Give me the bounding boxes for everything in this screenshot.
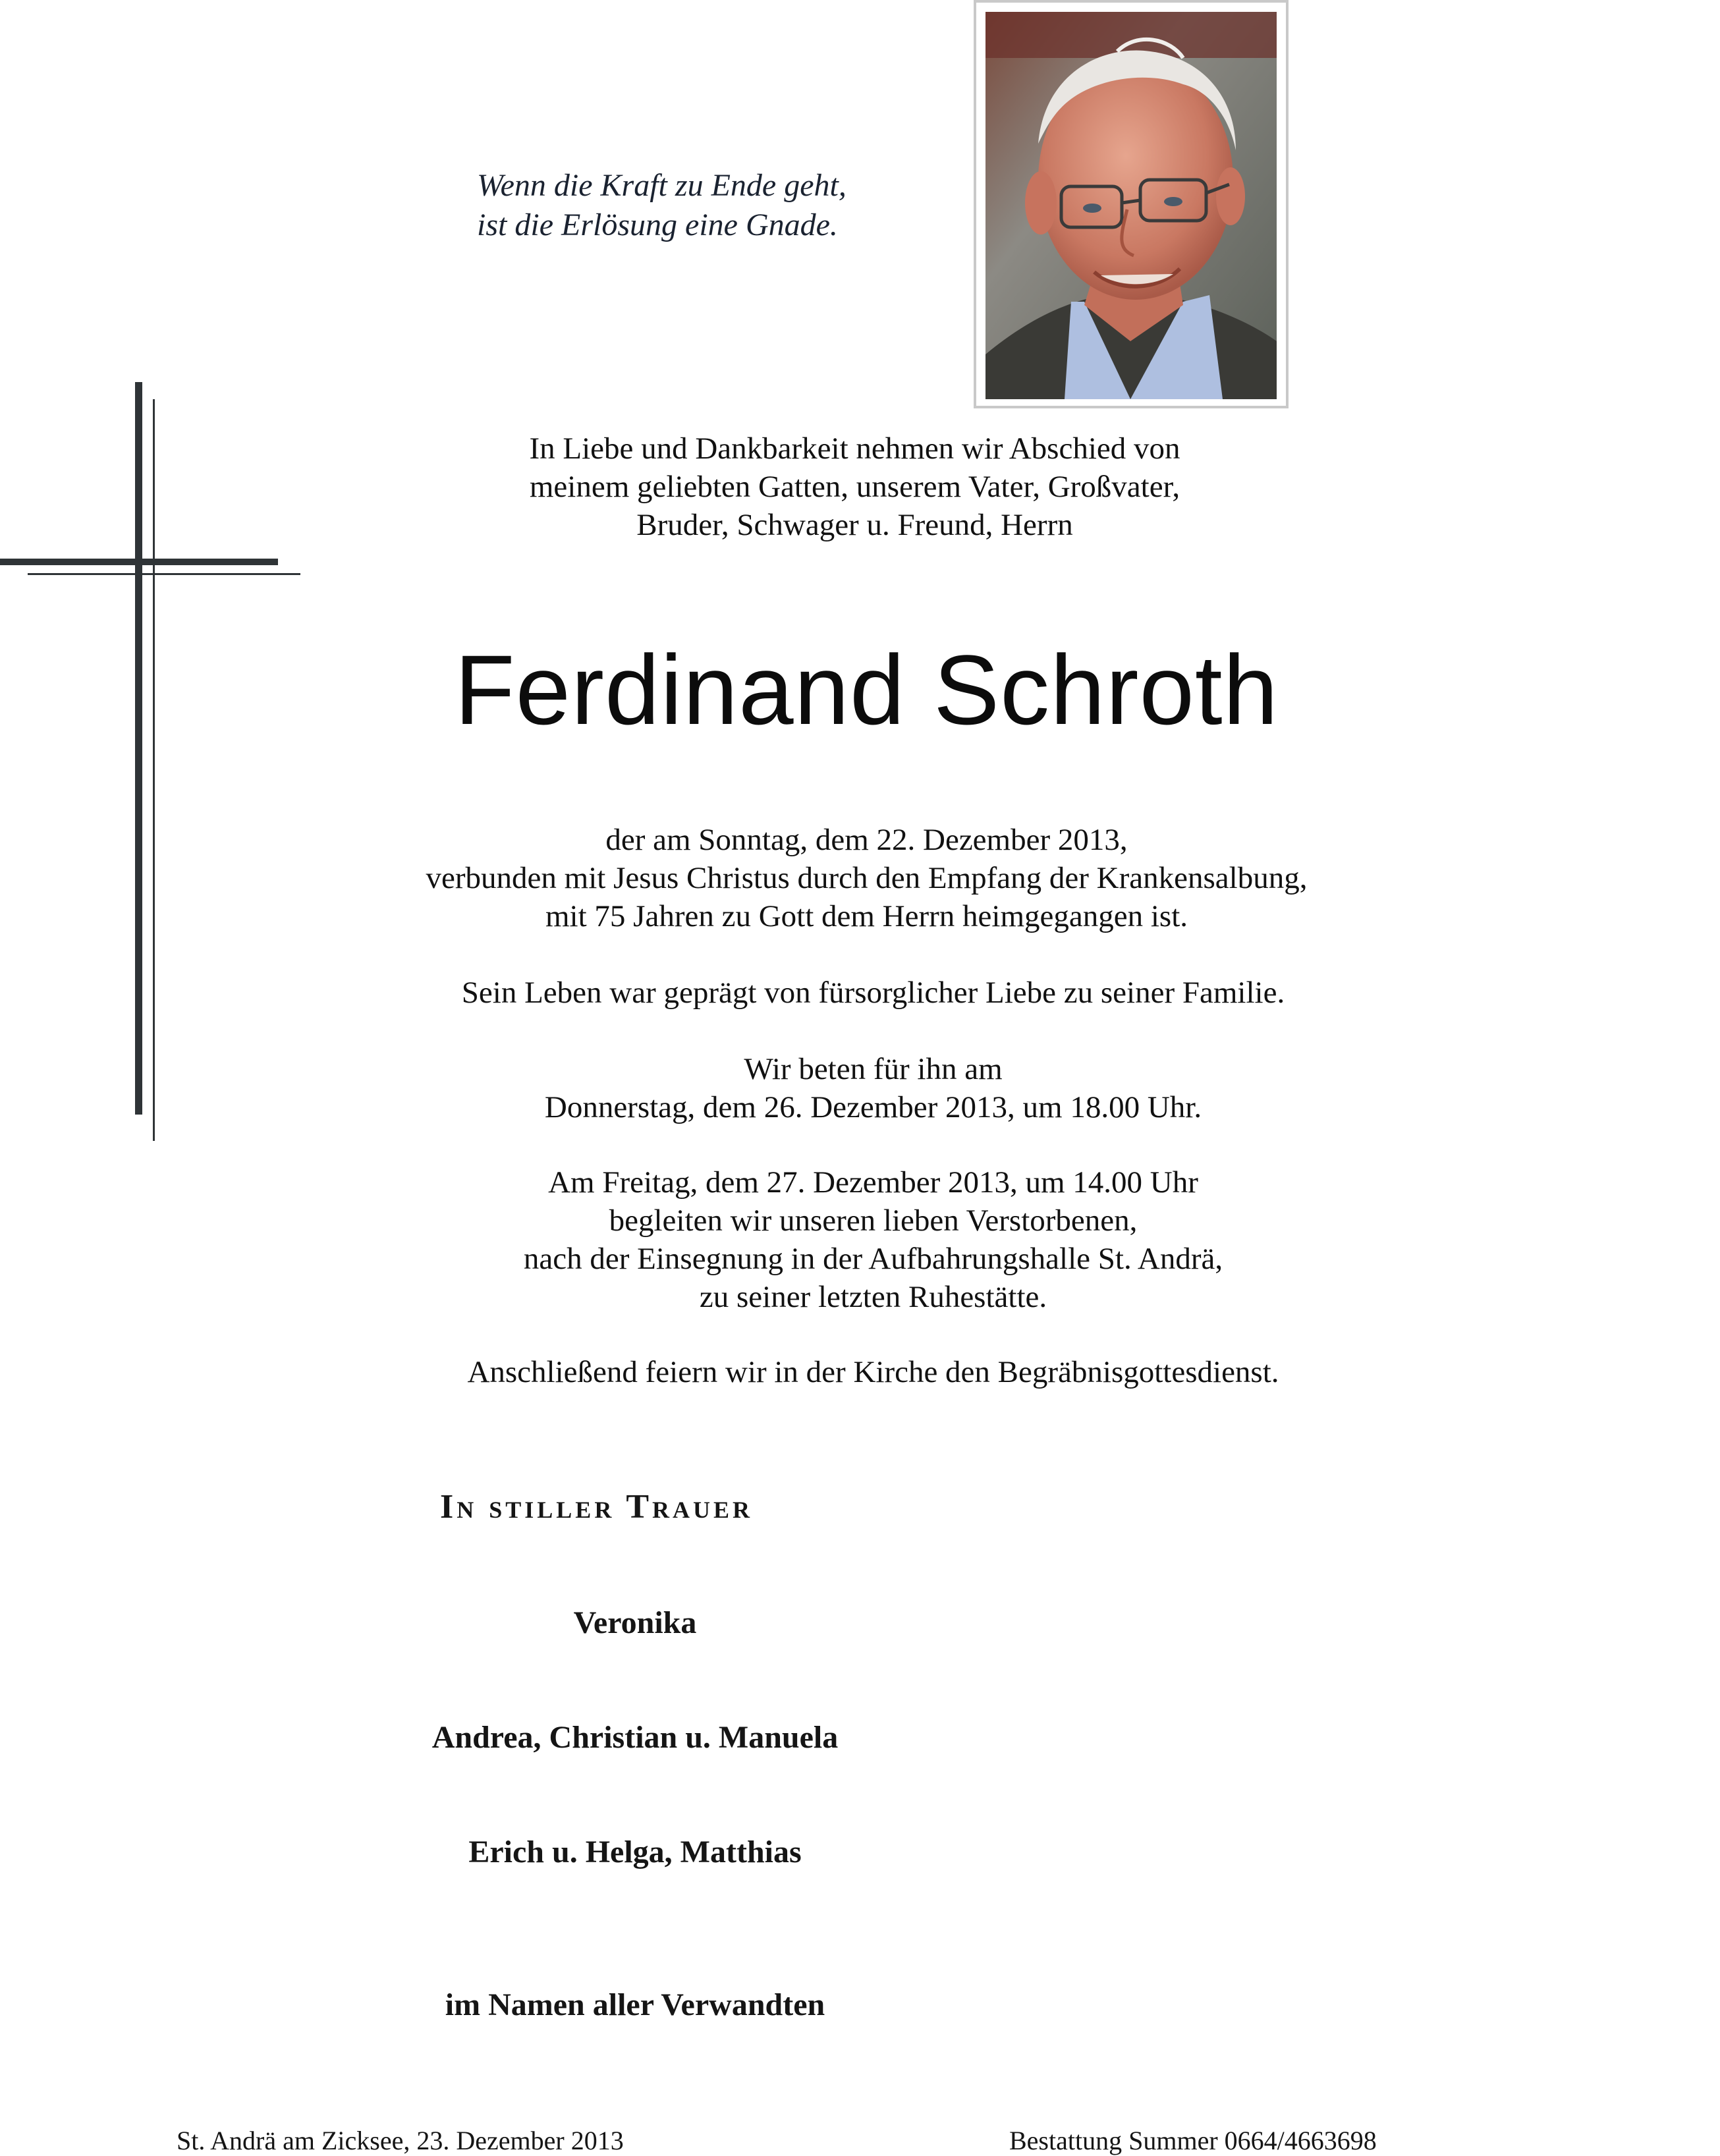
- intro-text: [0, 429, 1715, 544]
- life-statement: [13, 974, 1720, 1012]
- life-statement-line: Sein Leben war geprägt von fürsorglicher Liebe zu seiner Familie.: [461, 976, 1285, 1010]
- footer-undertaker: Bestattung Summer 0664/4663698: [1009, 2126, 1377, 2155]
- funeral-line-3: nach der Einsegnung in der Aufbahrungshalle St. Andrä,: [523, 1242, 1223, 1276]
- intro-line-2: meinem geliebten Gatten, unserem Vater, Großvater,: [529, 470, 1180, 504]
- mourner-2: Andrea, Christian u. Manuela: [431, 1720, 839, 1755]
- footer-place-date: St. Andrä am Zicksee, 23. Dezember 2013: [177, 2126, 624, 2155]
- funeral-notice: [13, 1163, 1720, 1316]
- funeral-line-1: Am Freitag, dem 27. Dezember 2013, um 14.00 Uhr: [548, 1165, 1198, 1200]
- funeral-line-4: zu seiner letzten Ruhestätte.: [699, 1280, 1047, 1314]
- mourning-heading: In stiller Trauer: [440, 1488, 754, 1526]
- opening-quote: [477, 166, 938, 245]
- portrait-photo: [985, 12, 1277, 399]
- mourner-1: Veronika: [573, 1605, 697, 1640]
- intro-line-3: Bruder, Schwager u. Freund, Herrn: [636, 508, 1073, 542]
- death-notice-line-3: mit 75 Jahren zu Gott dem Herrn heimgegangen ist.: [545, 899, 1188, 933]
- prayer-notice: [13, 1050, 1720, 1126]
- cross-horizontal-bar: [0, 559, 278, 565]
- mourner-3: Erich u. Helga, Matthias: [468, 1835, 802, 1869]
- prayer-line-2: Donnerstag, dem 26. Dezember 2013, um 18.00 Uhr.: [544, 1090, 1202, 1124]
- portrait-frame: [974, 0, 1289, 408]
- death-notice-line-2: verbunden mit Jesus Christus durch den Empfang der Krankensalbung,: [426, 861, 1308, 895]
- cross-horizontal-line: [28, 573, 300, 575]
- quote-line-2: ist die Erlösung eine Gnade.: [477, 207, 838, 242]
- prayer-line-1: Wir beten für ihn am: [744, 1052, 1003, 1086]
- funeral-line-2: begleiten wir unseren lieben Verstorbenen,: [609, 1203, 1138, 1238]
- mourner-4: im Namen aller Verwandten: [445, 1987, 825, 2022]
- quote-line-1: Wenn die Kraft zu Ende geht,: [477, 168, 846, 203]
- service-notice: [13, 1353, 1720, 1391]
- death-notice: [7, 821, 1720, 935]
- deceased-name: Ferdinand Schroth: [454, 634, 1279, 745]
- service-line: Anschließend feiern wir in der Kirche den Begräbnisgottesdienst.: [467, 1355, 1279, 1389]
- death-notice-line-1: der am Sonntag, dem 22. Dezember 2013,: [605, 823, 1128, 857]
- intro-line-1: In Liebe und Dankbarkeit nehmen wir Abschied von: [529, 431, 1180, 466]
